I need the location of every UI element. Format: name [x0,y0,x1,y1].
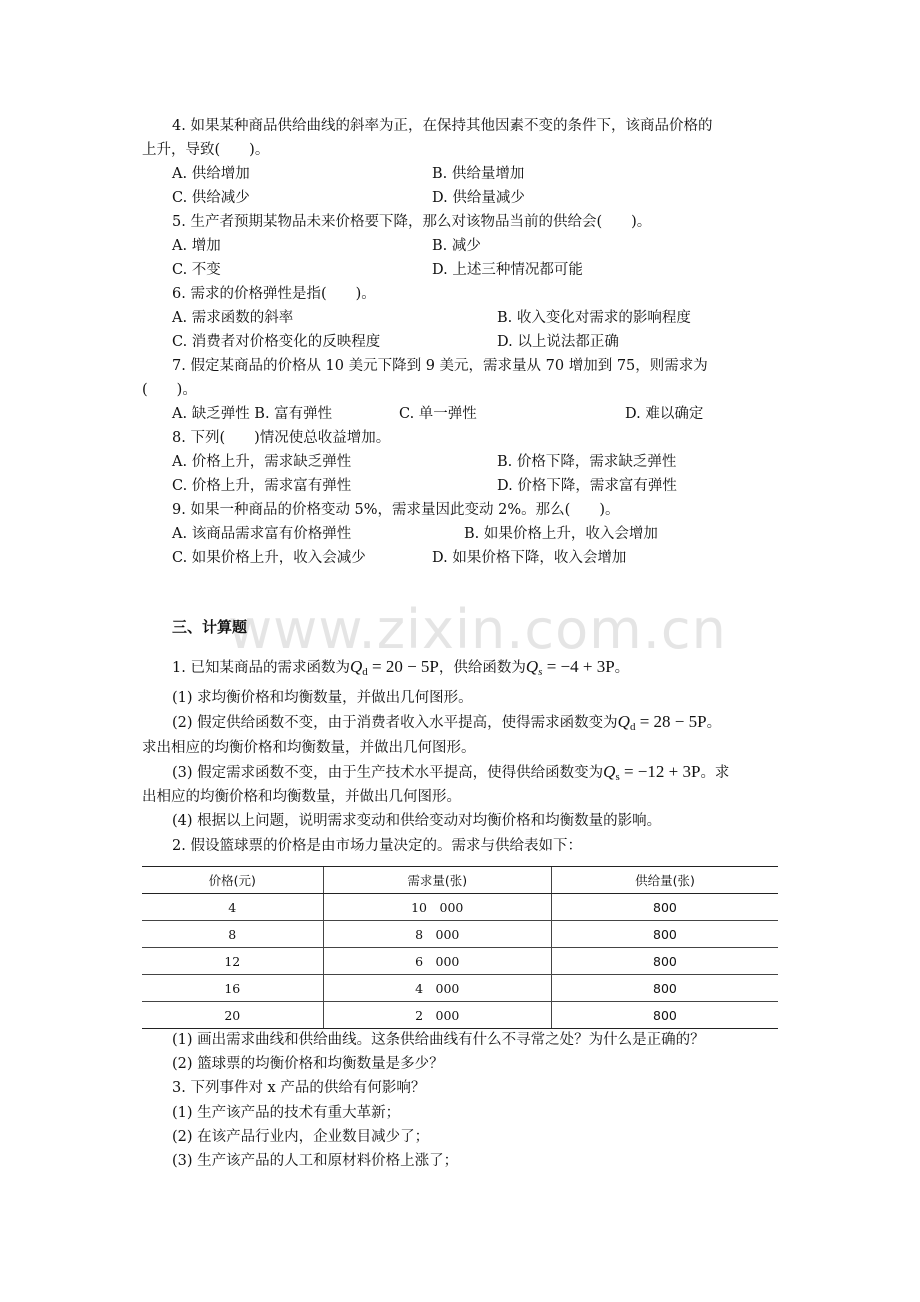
supply-formula: $Q_s = -4 + 3P$ [525,657,615,678]
table-cell-price: 12 [142,948,323,975]
table-cell-supply: 800 [551,894,778,921]
q5-option-c: C. 不变 [172,262,221,278]
table-row [142,894,778,921]
q7-option-c: C. 单一弹性 [399,406,477,422]
q8-option-b: B. 价格下降，需求缺乏弹性 [497,454,677,470]
p2-sub1: (1) 画出需求曲线和供给曲线。这条供给曲线有什么不寻常之处？为什么是正确的？ [172,1032,705,1048]
q7-option-ab: A. 缺乏弹性 B. 富有弹性 [172,406,333,422]
q4-option-d: D. 供给量减少 [432,190,525,206]
new-demand-formula: $Q_d = 28 - 5P$ [617,712,707,733]
q6-option-a: A. 需求函数的斜率 [172,310,294,326]
table-header-price: 价格(元) [142,867,323,894]
new-supply-formula: $Q_s = -12 + 3P$ [603,762,701,783]
table-cell-price: 20 [142,1002,323,1029]
q5-option-a: A. 增加 [172,238,221,254]
q8-option-d: D. 价格下降，需求富有弹性 [497,478,677,494]
table-row [142,1002,778,1029]
p1-sub2: (2) 假定供给函数不变，由于消费者收入水平提高，使得需求函数变为$Q_d = 28 - 5P$。 [172,712,722,733]
q9-option-c: C. 如果价格上升，收入会减少 [172,550,366,566]
q6-option-d: D. 以上说法都正确 [497,334,619,350]
q8-option-c: C. 价格上升，需求富有弹性 [172,478,352,494]
p1-sub3: (3) 假定需求函数不变，由于生产技术水平提高，使得供给函数变为$Q_s = -12 + 3P$。求 [172,762,730,783]
q8-stem: 8. 下列( )情况使总收益增加。 [172,430,391,446]
table-cell-price: 8 [142,921,323,948]
table-cell-supply: 800 [551,975,778,1002]
q7-option-d: D. 难以确定 [625,406,704,422]
p3-sub3: (3) 生产该产品的人工和原材料价格上涨了； [172,1153,459,1169]
table-cell-demand: 6 000 [323,948,551,975]
table-cell-supply: 800 [551,921,778,948]
q4-stem: 4. 如果某种商品供给曲线的斜率为正，在保持其他因素不变的条件下，该商品价格的 [172,118,713,134]
table-header-demand: 需求量(张) [323,867,551,894]
q9-stem: 9. 如果一种商品的价格变动 5%，需求量因此变动 2%。那么( )。 [172,502,620,518]
q9-option-b: B. 如果价格上升，收入会增加 [464,526,658,542]
table-row [142,921,778,948]
table-header-supply: 供给量(张) [551,867,778,894]
p1-sub3-cont: 出相应的均衡价格和均衡数量，并做出几何图形。 [142,789,461,805]
q9-option-a: A. 该商品需求富有价格弹性 [172,526,352,542]
table-cell-supply: 800 [551,948,778,975]
q4-option-b: B. 供给量增加 [432,166,525,182]
q5-option-d: D. 上述三种情况都可能 [432,262,583,278]
q6-stem: 6. 需求的价格弹性是指( )。 [172,286,376,302]
p2-stem: 2. 假设篮球票的价格是由市场力量决定的。需求与供给表如下： [172,838,582,854]
q8-option-a: A. 价格上升，需求缺乏弹性 [172,454,352,470]
q7-stem-cont: ( )。 [142,382,197,398]
p1-sub2-cont: 求出相应的均衡价格和均衡数量，并做出几何图形。 [142,740,476,756]
table-cell-price: 16 [142,975,323,1002]
demand-formula: $Q_d = 20 - 5P$ [349,657,439,678]
supply-demand-table [142,866,778,1029]
table-cell-supply: 800 [551,1002,778,1029]
table-row [142,975,778,1002]
q5-stem: 5. 生产者预期某物品未来价格要下降，那么对该物品当前的供给会( )。 [172,214,652,230]
p1-sub1: (1) 求均衡价格和均衡数量，并做出几何图形。 [172,690,473,706]
p3-sub1: (1) 生产该产品的技术有重大革新； [172,1105,401,1121]
table-cell-demand: 2 000 [323,1002,551,1029]
q5-option-b: B. 减少 [432,238,481,254]
p1-stem: 1. 已知某商品的需求函数为$Q_d = 20 - 5P$，供给函数为$Q_s = -4 + 3P$。 [172,657,630,678]
table-cell-demand: 10 000 [323,894,551,921]
q9-option-d: D. 如果价格下降，收入会增加 [432,550,627,566]
p2-sub2: (2) 篮球票的均衡价格和均衡数量是多少？ [172,1056,444,1072]
table-row [142,948,778,975]
watermark: www.zixin.com.cn [228,598,727,661]
q7-stem: 7. 假定某商品的价格从 10 美元下降到 9 美元，需求量从 70 增加到 75，则需求为 [172,358,708,374]
p3-sub2: (2) 在该产品行业内，企业数目减少了； [172,1129,430,1145]
p1-sub4: (4) 根据以上问题，说明需求变动和供给变动对均衡价格和均衡数量的影响。 [172,813,662,829]
table-cell-demand: 8 000 [323,921,551,948]
q4-stem-cont: 上升，导致( )。 [142,142,270,158]
q4-option-c: C. 供给减少 [172,190,250,206]
section-title: 三、计算题 [172,618,248,636]
table-cell-demand: 4 000 [323,975,551,1002]
q6-option-b: B. 收入变化对需求的影响程度 [497,310,691,326]
table-header-row [142,867,778,894]
q6-option-c: C. 消费者对价格变化的反映程度 [172,334,381,350]
table-cell-price: 4 [142,894,323,921]
q4-option-a: A. 供给增加 [172,166,250,182]
p3-stem: 3. 下列事件对 x 产品的供给有何影响？ [172,1080,426,1096]
